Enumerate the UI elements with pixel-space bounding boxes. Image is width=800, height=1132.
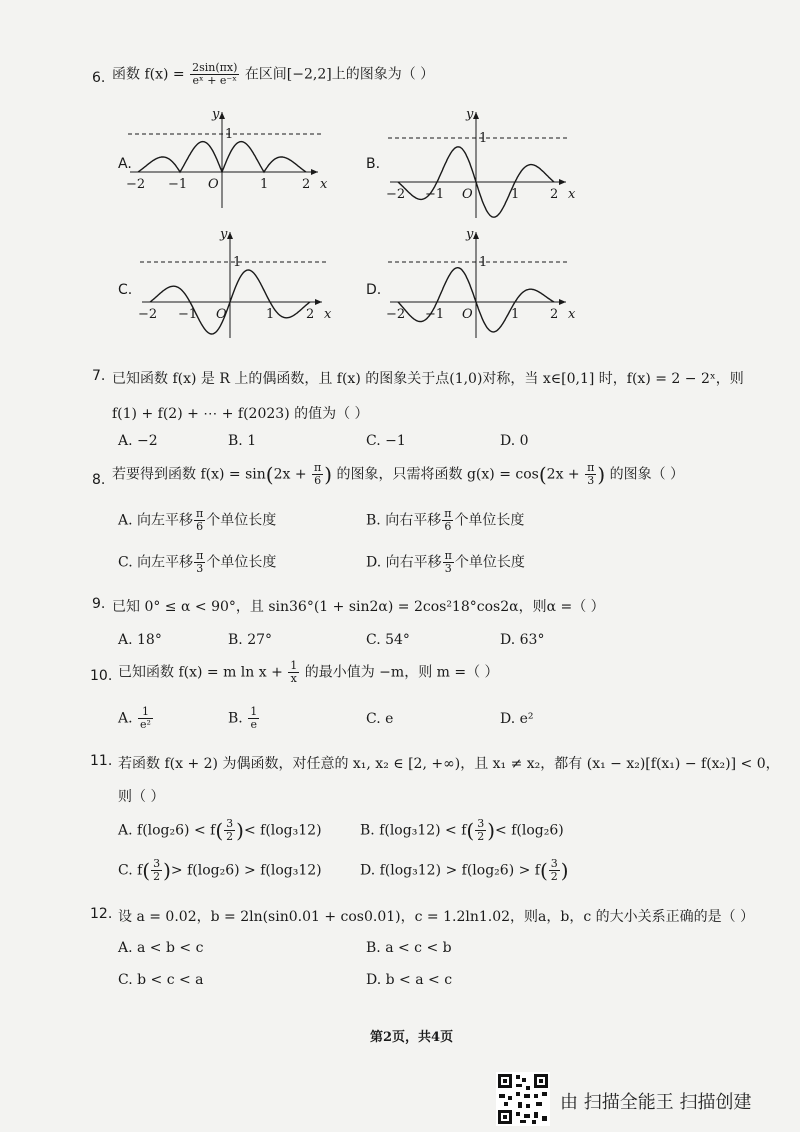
- q8-arg2: 2x +: [546, 466, 580, 483]
- origin-label: O: [208, 177, 219, 192]
- q10-option-b: [228, 706, 260, 731]
- q6-stem-post: 在区间[−2,2]上的图象为（ ）: [244, 66, 435, 83]
- q10-stem: [118, 660, 499, 685]
- x-axis-label: x: [568, 187, 576, 202]
- y-tick-1-label: 1: [233, 255, 242, 270]
- x-axis-label: x: [320, 177, 328, 192]
- q10-stem-post: 的最小值为 −m，则 m =（ ）: [304, 664, 499, 681]
- x-tick-neg1-label: −1: [425, 307, 445, 322]
- origin-label: O: [462, 187, 473, 202]
- q6-number: 6.: [92, 70, 106, 86]
- x-tick-2-label: 2: [550, 187, 559, 202]
- q9-option-a: A. 18°: [118, 632, 162, 648]
- q12-option-b: B. a < c < b: [366, 940, 452, 956]
- q10-option-d: D. e²: [500, 711, 534, 727]
- q8-frac2-num: π: [587, 461, 595, 474]
- q7-line2: f(1) + f(2) + ⋯ + f(2023) 的值为（ ）: [112, 406, 369, 422]
- q8-frac2-den: 3: [587, 474, 595, 487]
- x-tick-neg1-label: −1: [168, 177, 188, 192]
- q12-stem: 设 a = 0.02，b = 2ln(sin0.01 + cos0.01)，c = 1.2ln1.02，则a，b，c 的大小关系正确的是（ ）: [118, 909, 755, 925]
- q10-frac: [288, 660, 299, 685]
- q8-frac1-den: 6: [314, 474, 322, 487]
- qr-code-icon: [496, 1072, 550, 1126]
- q8-option-b-unit: 个单位长度: [454, 512, 525, 529]
- q8-option-b-num: π: [444, 507, 452, 520]
- q11-option-a-den: 2: [226, 830, 234, 843]
- x-tick-1-label: 1: [511, 307, 520, 322]
- q8-option-a: [118, 508, 276, 533]
- q11-option-c-num: 3: [153, 857, 161, 870]
- y-axis-arrow-icon: [473, 112, 479, 119]
- q10-option-a-label: A.: [118, 710, 133, 727]
- q8-option-c-text: C. 向左平移: [118, 554, 194, 571]
- q8-option-c: [118, 550, 276, 575]
- y-tick-1-label: 1: [479, 255, 488, 270]
- q8-option-a-den: 6: [196, 520, 204, 533]
- q11-option-c-tail: > f(log₂6) > f(log₃12): [170, 862, 322, 879]
- q12-option-d: D. b < a < c: [366, 972, 453, 988]
- q8-option-c-unit: 个单位长度: [206, 554, 277, 571]
- q8-number: 8.: [92, 472, 106, 488]
- x-axis-arrow-icon: [315, 299, 322, 305]
- q11-option-b-den: 2: [477, 830, 485, 843]
- q8-option-c-frac: [194, 550, 205, 575]
- x-tick-1-label: 1: [260, 177, 269, 192]
- graph-d: [386, 227, 576, 338]
- q8-option-a-unit: 个单位长度: [206, 512, 277, 529]
- q6-stem-pre: 函数 f(x) =: [112, 66, 185, 83]
- q8-option-b: [366, 508, 524, 533]
- q6-option-a-label: A.: [118, 156, 132, 172]
- q11-number: 11.: [90, 753, 113, 769]
- graph-b: [386, 107, 576, 218]
- q8-arg1: 2x +: [273, 466, 307, 483]
- q11-option-a: A. f(log₂6) < f( $\frac{3}{2}$ )< f(log₃12): [118, 817, 322, 843]
- q7-option-c: C. −1: [366, 433, 406, 449]
- q11-option-b-frac: [475, 818, 486, 843]
- q10-stem-pre: 已知函数 f(x) = m ln x +: [118, 664, 283, 681]
- x-axis-label: x: [324, 307, 332, 322]
- q8-stem-pre: 若要得到函数 f(x) = sin: [112, 466, 266, 483]
- q8-stem-mid: 的图象，只需将函数 g(x) = cos: [336, 466, 539, 483]
- q8-option-a-frac: [194, 508, 205, 533]
- x-tick-2-label: 2: [302, 177, 311, 192]
- q8-option-c-den: 3: [196, 562, 204, 575]
- q10-option-a-num: 1: [138, 706, 153, 719]
- q9-option-d: D. 63°: [500, 632, 545, 648]
- q11-option-d-den: 2: [550, 870, 558, 883]
- q8-option-a-text: A. 向左平移: [118, 512, 194, 529]
- x-axis-label: x: [568, 307, 576, 322]
- q11-option-a-num: 3: [226, 817, 234, 830]
- q10-option-b-num: 1: [250, 705, 258, 718]
- x-tick-neg1-label: −1: [425, 187, 445, 202]
- q8-option-d-frac: [443, 550, 454, 575]
- y-tick-1-label: 1: [225, 127, 234, 142]
- page-footer: 第2页，共4页: [370, 1030, 454, 1045]
- q10-option-b-den: e: [250, 718, 257, 731]
- graph-a: [126, 107, 328, 208]
- y-axis-label: y: [212, 107, 220, 122]
- q11-option-c-text: C. f: [118, 862, 143, 879]
- q8-option-d-den: 3: [444, 562, 452, 575]
- q11-option-c-den: 2: [153, 870, 161, 883]
- q11-option-d: D. f(log₃12) > f(log₂6) > f( $\frac{3}{2}$ ): [360, 857, 569, 883]
- x-tick-1-label: 1: [266, 307, 275, 322]
- q10-option-a-den: e²: [140, 718, 151, 731]
- q11-option-a-frac: [224, 818, 235, 843]
- q7-option-d: D. 0: [500, 433, 529, 449]
- q6-option-c-label: C.: [118, 282, 133, 298]
- q8-option-b-frac: [442, 508, 453, 533]
- q10-option-a: [118, 706, 154, 731]
- q6-frac-num: 2sin(πx): [192, 61, 238, 74]
- q10-option-b-frac: [248, 706, 259, 731]
- q8-option-d-text: D. 向右平移: [366, 554, 442, 571]
- q6-option-d-label: D.: [366, 282, 382, 298]
- q9-number: 9.: [92, 596, 106, 612]
- y-axis-arrow-icon: [227, 232, 233, 239]
- x-tick-1-label: 1: [511, 187, 520, 202]
- q8-frac-1: [312, 462, 323, 487]
- graph-c: [138, 227, 332, 338]
- q7-option-b: B. 1: [228, 433, 257, 449]
- q7-line1: 已知函数 f(x) 是 R 上的偶函数，且 f(x) 的图象关于点(1,0)对称，当 x∈[0,1] 时，f(x) = 2 − 2ˣ，则: [112, 371, 744, 387]
- q8-option-d-num: π: [444, 549, 452, 562]
- q11-option-b-num: 3: [477, 817, 485, 830]
- q11-option-c-frac: [151, 858, 162, 883]
- y-axis-arrow-icon: [473, 232, 479, 239]
- q11-option-c: C. f( $\frac{3}{2}$ )> f(log₂6) > f(log₃12): [118, 857, 322, 883]
- q11-option-b-text: B. f(log₃12) < f: [360, 822, 467, 839]
- y-axis-label: y: [220, 227, 228, 242]
- x-tick-2-label: 2: [550, 307, 559, 322]
- q8-stem-post: 的图象（ ）: [609, 466, 685, 483]
- x-axis-arrow-icon: [559, 299, 566, 305]
- origin-label: O: [216, 307, 227, 322]
- q8-option-b-text: B. 向右平移: [366, 512, 442, 529]
- q12-option-c: C. b < c < a: [118, 972, 204, 988]
- q11-option-a-text: A. f(log₂6) < f: [118, 822, 216, 839]
- x-tick-neg2-label: −2: [386, 187, 406, 202]
- q10-frac-num: 1: [290, 659, 298, 672]
- q11-line1: 若函数 f(x + 2) 为偶函数，对任意的 x₁, x₂ ∈ [2, +∞)，且 x₁ ≠ x₂，都有 (x₁ − x₂)[f(x₁) − f(x₂)] < 0，: [118, 756, 780, 772]
- x-tick-2-label: 2: [306, 307, 315, 322]
- q11-option-b-tail: < f(log₂6): [495, 822, 564, 839]
- q7-option-a: A. −2: [118, 433, 158, 449]
- x-tick-neg2-label: −2: [138, 307, 158, 322]
- q8-frac1-num: π: [314, 461, 322, 474]
- q11-option-a-tail: < f(log₃12): [243, 822, 322, 839]
- y-axis-label: y: [466, 227, 474, 242]
- q8-option-b-den: 6: [444, 520, 452, 533]
- q8-option-d: [366, 550, 525, 575]
- q10-option-c: C. e: [366, 711, 394, 727]
- q10-number: 10.: [90, 668, 113, 684]
- q10-option-b-label: B.: [228, 710, 243, 727]
- q8-option-a-num: π: [196, 507, 204, 520]
- q11-option-d-num: 3: [550, 857, 558, 870]
- x-tick-neg2-label: −2: [126, 177, 146, 192]
- y-axis-label: y: [466, 107, 474, 122]
- x-axis-arrow-icon: [559, 179, 566, 185]
- q11-option-d-frac: [549, 858, 560, 883]
- q8-stem: 若要得到函数 f(x) = sin(2x + $\frac{\pi}{6}$ ) 的图象，只需将函数 g(x) = cos(2x + $\frac{\pi}{3}$ ) 的图象（ ）: [112, 461, 685, 487]
- x-tick-neg2-label: −2: [386, 307, 406, 322]
- q8-frac-2: [585, 462, 596, 487]
- q12-number: 12.: [90, 906, 113, 922]
- q9-stem: 已知 0° ≤ α < 90°，且 sin36°(1 + sin2α) = 2cos²18°cos2α，则α =（ ）: [112, 599, 605, 615]
- q10-option-a-frac: [138, 706, 153, 731]
- q7-number: 7.: [92, 368, 106, 384]
- q8-option-c-num: π: [196, 549, 204, 562]
- q11-line2: 则（ ）: [118, 789, 165, 805]
- q12-option-a: A. a < b < c: [118, 940, 204, 956]
- q9-option-b: B. 27°: [228, 632, 273, 648]
- y-axis-arrow-icon: [219, 112, 225, 119]
- q11-option-d-text: D. f(log₃12) > f(log₂6) > f: [360, 862, 540, 879]
- q6-frac-den: eˣ + e⁻ˣ: [192, 74, 237, 87]
- y-tick-1-label: 1: [479, 131, 488, 146]
- q9-option-c: C. 54°: [366, 632, 410, 648]
- q6-option-b-label: B.: [366, 156, 381, 172]
- origin-label: O: [462, 307, 473, 322]
- q6-graphs: [0, 0, 800, 360]
- q11-option-b: B. f(log₃12) < f( $\frac{3}{2}$ )< f(log₂6): [360, 817, 564, 843]
- x-axis-arrow-icon: [311, 169, 318, 175]
- q10-frac-den: x: [290, 672, 297, 685]
- scanner-stamp: 由 扫描全能王 扫描创建: [560, 1092, 752, 1113]
- x-tick-neg1-label: −1: [178, 307, 198, 322]
- q8-option-d-unit: 个单位长度: [454, 554, 525, 571]
